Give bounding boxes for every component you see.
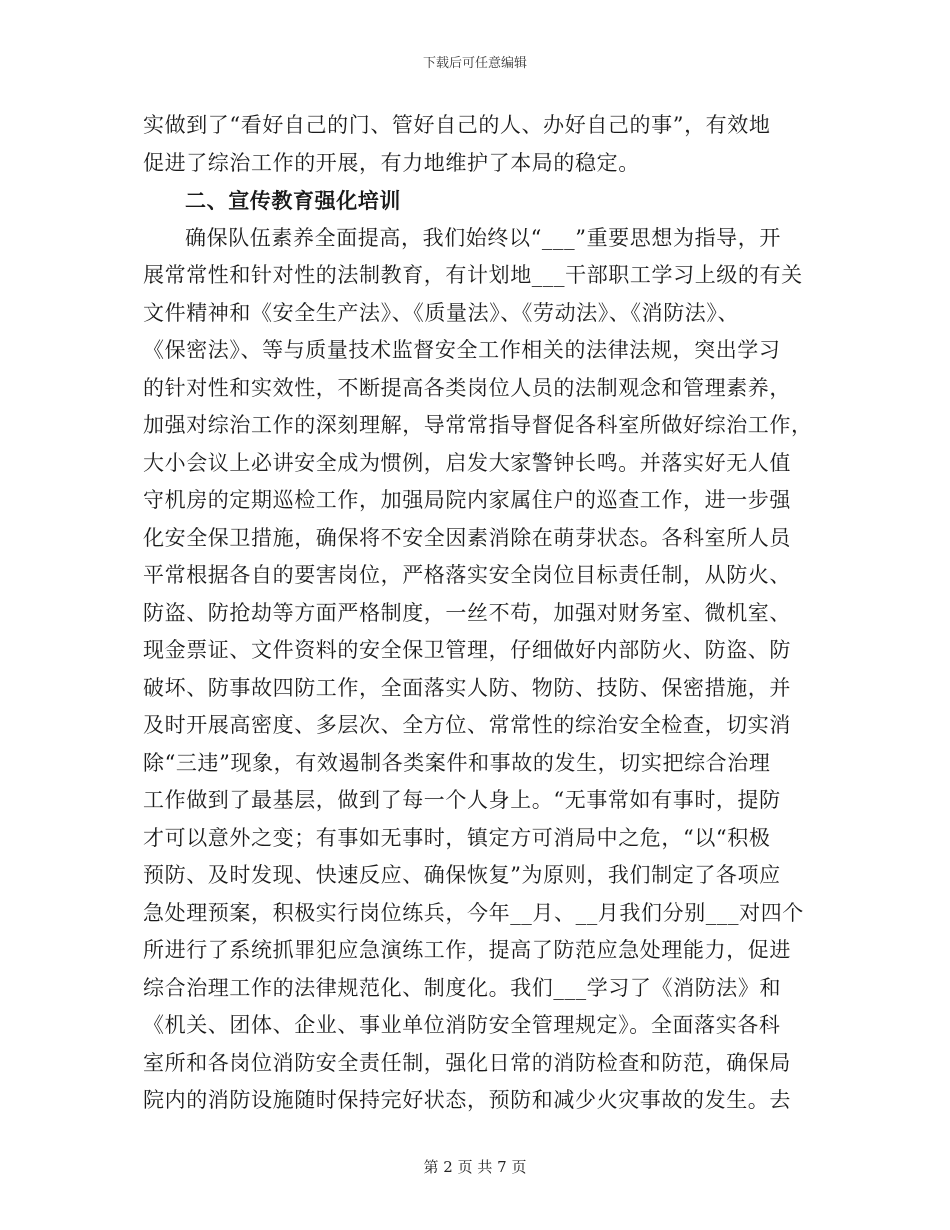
section-heading: 二、宣传教育强化培训 xyxy=(185,188,401,213)
body-line: 大小会议上必讲安全成为惯例，启发大家警钟长鸣。并落实好无人值 xyxy=(143,450,791,475)
body-line: 加强对综治工作的深刻理解，导常常指导督促各科室所做好综治工作， xyxy=(143,413,813,437)
body-line: 促进了综治工作的开展，有力地维护了本局的稳定。 xyxy=(143,150,640,175)
body-line: 守机房的定期巡检工作，加强局院内家属住户的巡查工作，进一步强 xyxy=(143,488,791,512)
body-line: 实做到了“看好自己的门、管好自己的人、办好自己的事”，有效地 xyxy=(143,113,771,137)
document-body xyxy=(143,107,813,1120)
body-line: 平常根据各自的要害岗位，严格落实安全岗位目标责任制，从防火、 xyxy=(143,563,791,587)
body-line: 除“三违”现象，有效遏制各类案件和事故的发生，切实把综合治理 xyxy=(143,750,771,775)
body-line: 及时开展高密度、多层次、全方位、常常性的综治安全检查，切实消 xyxy=(143,713,791,737)
body-line: 工作做到了最基层，做到了每一个人身上。“无事常如有事时，提防 xyxy=(143,788,781,812)
body-line: 《保密法》、等与质量技术监督安全工作相关的法律法规，突出学习 xyxy=(143,338,781,362)
body-line: 现金票证、文件资料的安全保卫管理，仔细做好内部防火、防盗、防 xyxy=(143,638,791,662)
body-line: 文件精神和《安全生产法》、《质量法》、《劳动法》、《消防法》、 xyxy=(143,300,740,325)
body-line: 展常常性和针对性的法制教育，有计划地___干部职工学习上级的有关 xyxy=(143,263,803,287)
body-line: 化安全保卫措施，确保将不安全因素消除在萌芽状态。各科室所人员 xyxy=(143,525,791,550)
body-line: 急处理预案，积极实行岗位练兵，今年__月、__月我们分别___对四个 xyxy=(143,900,804,925)
body-line: 《机关、团体、企业、事业单位消防安全管理规定》。全面落实各科 xyxy=(143,1013,781,1037)
body-line: 所进行了系统抓罪犯应急演练工作，提高了防范应急处理能力，促进 xyxy=(143,938,791,962)
body-line: 破坏、防事故四防工作，全面落实人防、物防、技防、保密措施，并 xyxy=(143,675,791,700)
body-line: 院内的消防设施随时保持完好状态，预防和减少火灾事故的发生。去 xyxy=(143,1088,791,1112)
body-line: 的针对性和实效性，不断提高各类岗位人员的法制观念和管理素养， xyxy=(143,375,791,400)
page-header: 下载后可任意编辑 xyxy=(422,56,527,71)
body-line: 预防、及时发现、快速反应、确保恢复”为原则，我们制定了各项应 xyxy=(143,863,781,887)
body-line: 确保队伍素养全面提高，我们始终以“___”重要思想为指导，开 xyxy=(185,225,781,250)
body-line: 综合治理工作的法律规范化、制度化。我们___学习了《消防法》和 xyxy=(143,975,782,1000)
body-line: 防盗、防抢劫等方面严格制度，一丝不苟，加强对财务室、微机室、 xyxy=(143,600,791,625)
body-line: 才可以意外之变；有事如无事时，镇定方可消局中之危，“以“积极 xyxy=(143,825,771,850)
page-number: 第 2 页 共 7 页 xyxy=(423,1158,527,1176)
body-line: 室所和各岗位消防安全责任制，强化日常的消防检查和防范，确保局 xyxy=(143,1050,791,1075)
